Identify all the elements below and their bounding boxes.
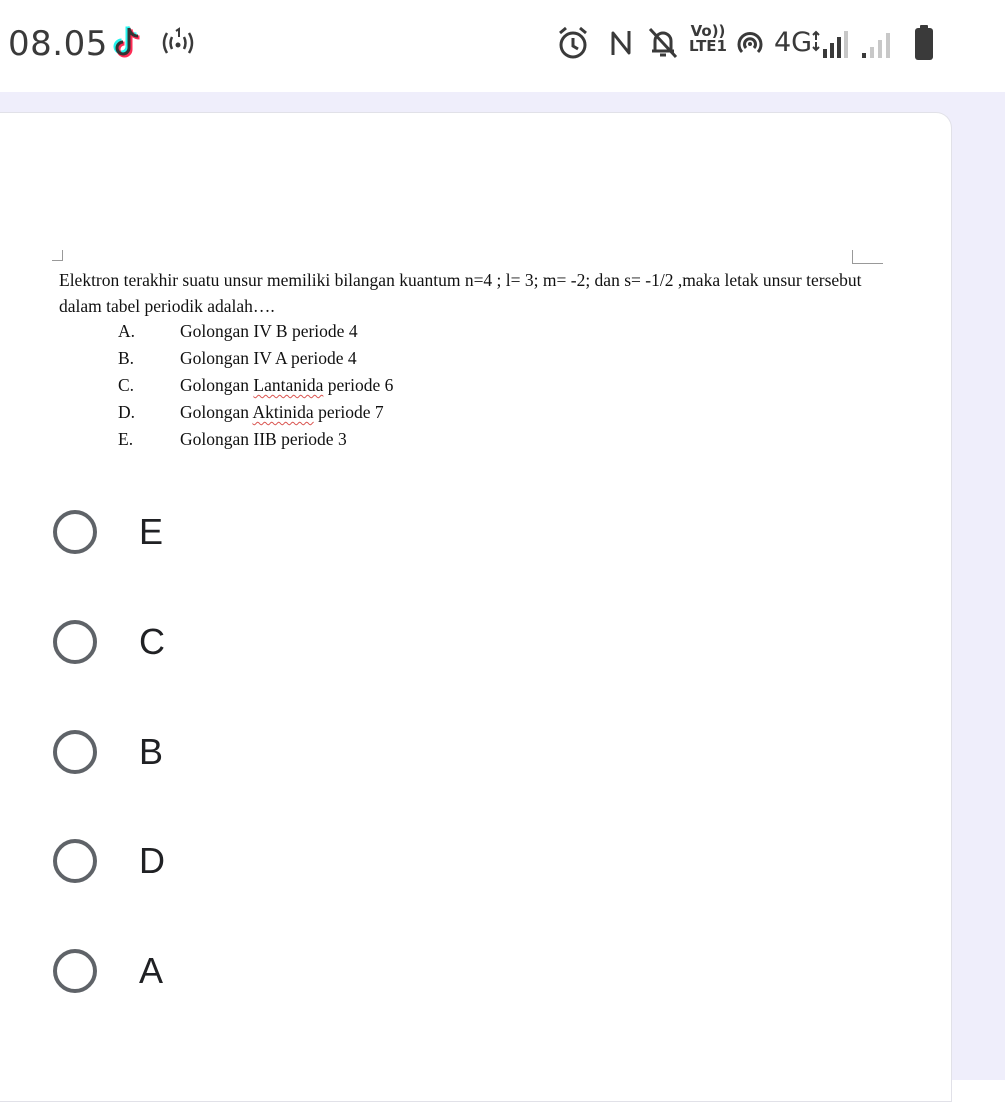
choice-e[interactable]	[53, 504, 653, 560]
hotspot-icon	[734, 28, 766, 60]
question-option-b: B. Golongan IV A periode 4	[118, 348, 357, 368]
tiktok-icon	[112, 24, 146, 62]
network-type: 4G	[774, 27, 813, 58]
choice-a[interactable]	[53, 943, 653, 999]
choice-label[interactable]: A	[139, 950, 164, 991]
notifications-off-icon	[646, 25, 680, 61]
question-option-d: D. Golongan Aktinida periode 7	[118, 402, 384, 422]
radio-button[interactable]	[53, 620, 97, 664]
question-text: Elektron terakhir suatu unsur memiliki bilangan kuantum n=4 ; l= 3; m= -2; dan s= -1/2 ,maka letak unsur tersebut dalam tabel periodik adalah….	[59, 270, 862, 316]
radio-button[interactable]	[53, 839, 97, 883]
spellcheck-underline: Aktinida	[252, 402, 314, 422]
choice-d[interactable]	[53, 833, 653, 889]
signal-weak-icon	[860, 28, 894, 60]
choice-c[interactable]	[53, 614, 653, 670]
volte-line2: LTE1	[689, 37, 727, 55]
radio-button[interactable]	[53, 949, 97, 993]
radio-button[interactable]	[53, 510, 97, 554]
question-options	[118, 318, 393, 453]
battery-icon	[913, 24, 935, 62]
volte-line1: Vo))	[690, 22, 726, 40]
volte-icon	[689, 24, 727, 54]
choice-label[interactable]: C	[139, 621, 165, 662]
nfc-icon	[608, 27, 634, 59]
radio-icon	[158, 27, 198, 59]
choice-b[interactable]	[53, 724, 653, 780]
crop-mark-top-right	[852, 250, 883, 264]
question-option-c: C. Golongan Lantanida periode 6	[118, 375, 394, 395]
alarm-icon	[556, 25, 590, 61]
status-bar	[0, 0, 1005, 90]
question-image	[52, 250, 892, 460]
choice-label[interactable]: B	[139, 731, 164, 772]
choice-label[interactable]: D	[139, 840, 165, 881]
clock: 08.05	[8, 24, 108, 64]
crop-mark-top-left	[52, 250, 63, 261]
spellcheck-underline: Lantanida	[253, 375, 324, 395]
signal-icon	[812, 28, 850, 60]
choice-label[interactable]: E	[139, 511, 164, 552]
radio-button[interactable]	[53, 730, 97, 774]
question-option-e: E. Golongan IIB periode 3	[118, 429, 347, 449]
question-option-a: A. Golongan IV B periode 4	[118, 321, 358, 341]
